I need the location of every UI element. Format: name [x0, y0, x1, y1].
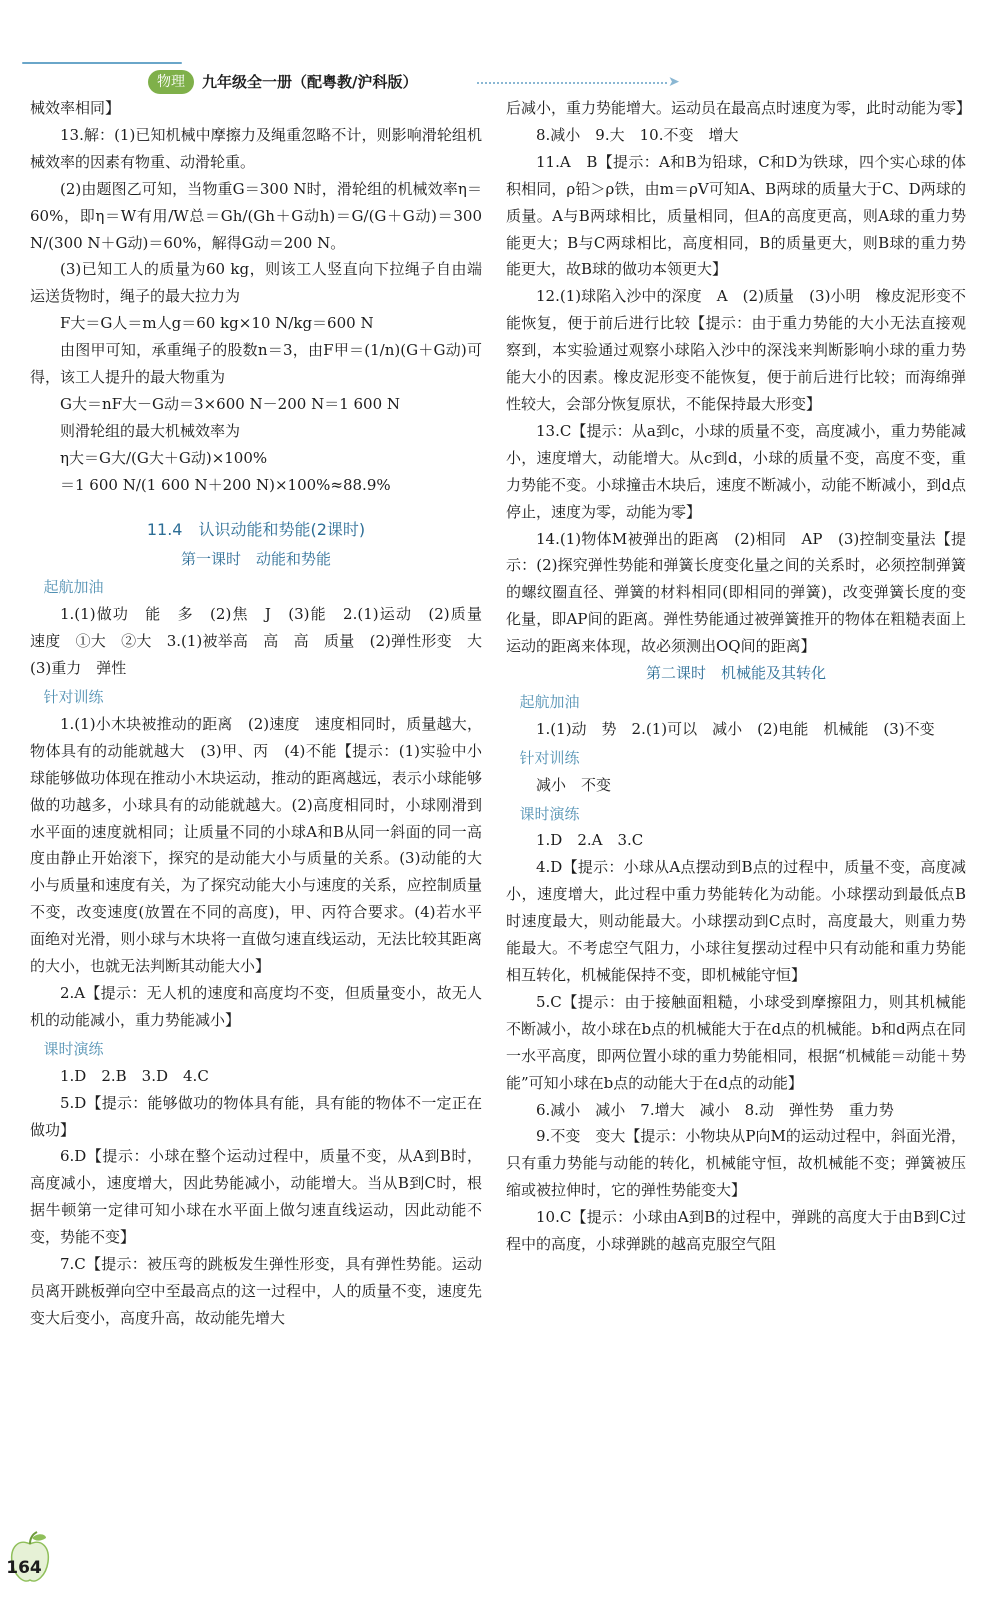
answer-paragraph: 1.(1)动 势 2.(1)可以 减小 (2)电能 机械能 (3)不变 [536, 719, 935, 738]
left-column [30, 95, 498, 1332]
subsection-label: 课时演练 [519, 804, 580, 823]
header-arrow-icon: ➤ [668, 74, 680, 90]
answer-item-13-2: (2)由题图乙可知，当物重G＝300 N时，滑轮组的机械效率η＝60%，即η＝W有用/W总＝Gh/(Gh＋G动h)＝G/(G＋G动)＝300 N/(300 N＋G动)＝60%，解得G动＝200 N。 [30, 179, 482, 252]
subject-badge: 物理 [148, 70, 194, 94]
page-header [22, 20, 712, 91]
answer-item-13-3: (3)已知工人的质量为60 kg，则该工人竖直向下拉绳子自由端运送货物时，绳子的最大拉力为 [30, 260, 482, 306]
answer-paragraph: 后减小，重力势能增大。运动员在最高点时速度为零，此时动能为零】 [506, 99, 972, 117]
equation-line: G大＝nF大－G动＝3×600 N－200 N＝1 600 N [60, 394, 401, 413]
subsection-label: 针对训练 [519, 748, 580, 767]
page-number: 164 [6, 1558, 42, 1578]
answer-paragraph: 5.C【提示：由于接触面粗糙，小球受到摩擦阻力，则其机械能不断减小，故小球在b点的机械能大于在d点的机械能。b和d两点在同一水平高度，即两位置小球的重力势能相同，根据“机械能＝动能＋势能”可知小球在b点的动能大于在d点的动能】 [506, 992, 966, 1092]
header-dotted-line [477, 82, 667, 84]
lesson-title: 第二课时 机械能及其转化 [645, 664, 826, 683]
answer-line: 1.D 2.A 3.C [536, 831, 644, 850]
section-title: 11.4 认识动能和势能(2课时) [146, 519, 366, 539]
subsection-label: 针对训练 [43, 688, 104, 707]
answer-paragraph: 1.(1)做功 能 多 (2)焦 J (3)能 2.(1)运动 (2)质量 速度 ①大 ②大 3.(1)被举高 高 高 质量 (2)弹性形变 大 (3)重力 弹性 [30, 605, 498, 678]
answer-paragraph: 11.A B【提示：A和B为铅球，C和D为铁球，四个实心球的体积相同，ρ铅＞ρ铁，由m＝ρV可知A、B两球的质量大于C、D两球的质量。A与B两球相比，质量相同，但A的高度更高，则A球的重力势能更大；B与C两球相比，高度相同，B的质量更大，则B球的重力势能更大，故B球的做功本领更大】 [506, 152, 966, 279]
answer-paragraph: 5.D【提示：能够做功的物体具有能，具有能的物体不一定正在做功】 [30, 1093, 482, 1139]
header-swoosh [22, 62, 182, 64]
answer-paragraph: 由图甲可知，承重绳子的股数n＝3，由F甲＝(1/n)(G＋G动)可得，该工人提升的最大物重为 [30, 341, 482, 387]
lesson-title: 第一课时 动能和势能 [180, 549, 331, 568]
equation-line: η大＝G大/(G大＋G动)×100% [60, 448, 268, 467]
answer-paragraph: 6.减小 减小 7.增大 减小 8.动 弹性势 重力势 [536, 1100, 894, 1119]
subsection-label: 起航加油 [519, 692, 580, 711]
answer-line: 减小 不变 [536, 775, 612, 794]
subsection-label: 课时演练 [43, 1039, 104, 1058]
answer-paragraph: 7.C【提示：被压弯的跳板发生弹性形变，具有弹性势能。运动员离开跳板弹向空中至最高点的这一过程中，人的质量不变，速度先变大后变小，高度升高，故动能先增大 [30, 1255, 482, 1327]
answer-paragraph: 9.不变 变大【提示：小物块从P向M的运动过程中，斜面光滑，只有重力势能与动能的转化，机械能守恒，故机械能不变；弹簧被压缩或被拉伸时，它的弹性势能变大】 [506, 1127, 966, 1200]
answer-line: 1.D 2.B 3.D 4.C [60, 1066, 209, 1085]
equation-line: ＝1 600 N/(1 600 N＋200 N)×100%≈88.9% [60, 475, 391, 494]
answer-paragraph: 10.C【提示：小球由A到B的过程中，弹跳的高度大于由B到C过程中的高度，小球弹跳的越高克服空气阻 [506, 1208, 966, 1254]
answer-paragraph: 2.A【提示：无人机的速度和高度均不变，但质量变小，故无人机的动能减小，重力势能减小】 [30, 984, 482, 1029]
equation-line: F大＝G人＝m人g＝60 kg×10 N/kg＝600 N [60, 314, 374, 333]
answer-line: 则滑轮组的最大机械效率为 [60, 421, 241, 440]
book-title: 九年级全一册（配粤教/沪科版） [202, 73, 418, 91]
answer-line: 8.减小 9.大 10.不变 增大 [536, 125, 739, 144]
answer-line: 械效率相同】 [30, 99, 121, 117]
answer-paragraph: 13.C【提示：从a到c，小球的质量不变，高度减小，重力势能减小，速度增大，动能增大。从c到d，小球的质量不变，高度不变，重力势能不变。小球撞击木块后，速度不断减小，动能不断减小，到d点停止，速度为零，动能为零】 [506, 421, 966, 521]
answer-paragraph: 14.(1)物体M被弹出的距离 (2)相同 AP (3)控制变量法【提示：(2)探究弹性势能和弹簧长度变化量之间的关系时，必须控制弹簧的螺纹圈直径、弹簧的材料相同(即相同的弹簧)，改变弹簧长度的变化量，即AP间的距离。弹性势能通过被弹簧推开的物体在粗糙表面上运动的距离来体现，故必须测出OQ间的距离】 [506, 529, 966, 656]
answer-paragraph: 12.(1)球陷入沙中的深度 A (2)质量 (3)小明 橡皮泥形变不能恢复，便于前后进行比较【提示：由于重力势能的大小无法直接观察到，本实验通过观察小球陷入沙中的深浅来判断影响小球的重力势能大小的因素。橡皮泥形变不能恢复，便于前后进行比较；而海绵弹性较大，会部分恢复原状，不能保持最大形变】 [506, 287, 966, 413]
right-column [506, 95, 972, 1258]
answer-item-13: 13.解：(1)已知机械中摩擦力及绳重忽略不计，则影响滑轮组机械效率的因素有物重、动滑轮重。 [30, 125, 482, 171]
answer-paragraph: 1.(1)小木块被推动的距离 (2)速度 速度相同时，质量越大，物体具有的动能就越大 (3)甲、丙 (4)不能【提示：(1)实验中小球能够做功体现在推动小木块运动，推动的距离越远，表示小球能够做的功越多，小球具有的动能就越大。(2)高度相同时，小球刚滑到水平面的速度就相同；让质量不同的小球A和B从同一斜面的同一高度由静止开始滚下，探究的是动能大小与质量的关系。(3)动能的大小与质量和速度有关，为了探究动能大小与速度的关系，应控制质量不变，改变速度(放置在不同的高度)，甲、丙符合要求。(4)若水平面绝对光滑，则小球与木块将一直做匀速直线运动，无法比较其距离的大小，也就无法判断其动能大小】 [30, 714, 482, 976]
subsection-label: 起航加油 [43, 578, 104, 597]
answer-paragraph: 6.D【提示：小球在整个运动过程中，质量不变，从A到B时，高度减小，速度增大，因此势能减小，动能增大。当从B到C时，根据牛顿第一定律可知小球在水平面上做匀速直线运动，因此动能不变，势能不变】 [30, 1147, 482, 1247]
answer-paragraph: 4.D【提示：小球从A点摆动到B点的过程中，质量不变，高度减小，速度增大，此过程中重力势能转化为动能。小球摆动到最低点B时速度最大，则动能最大。小球摆动到C点时，高度最大，则重力势能最大。不考虑空气阻力，小球往复摆动过程中只有动能和重力势能相互转化，机械能保持不变，即机械能守恒】 [506, 858, 966, 984]
